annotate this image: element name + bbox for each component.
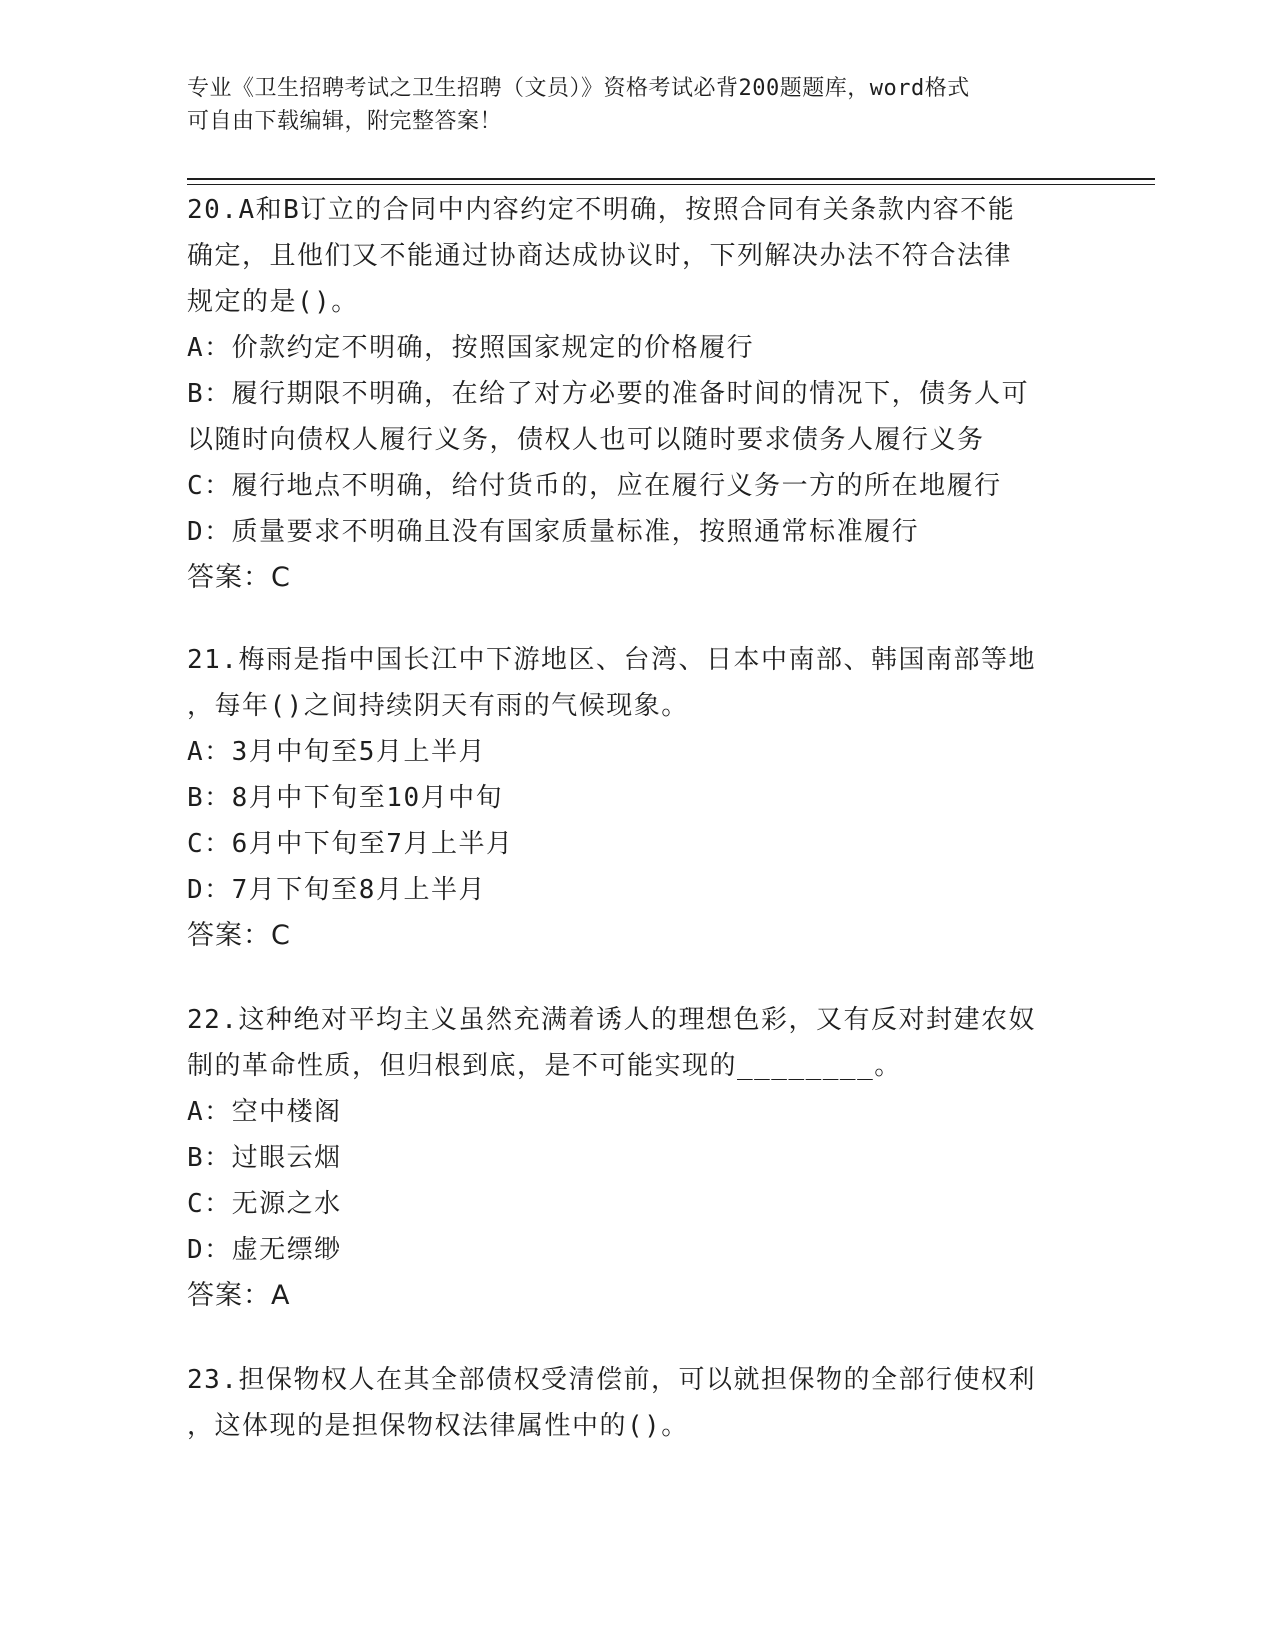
option-b: B：履行期限不明确，在给了对方必要的准备时间的情况下，债务人可 <box>187 379 1030 409</box>
question-20 <box>187 187 1087 601</box>
question-stem-line: 22.这种绝对平均主义虽然充满着诱人的理想色彩，又有反对封建农奴 <box>187 1005 1036 1035</box>
question-stem-line: ，每年()之间持续阴天有雨的气候现象。 <box>187 691 689 721</box>
option-a: A：空中楼阁 <box>187 1097 342 1127</box>
question-stem-line: ，这体现的是担保物权法律属性中的()。 <box>187 1411 689 1441</box>
answer-line: 答案：A <box>187 1280 291 1311</box>
option-d: D：虚无缥缈 <box>187 1235 342 1265</box>
question-21 <box>187 637 1087 959</box>
header-line-2: 可自由下载编辑，附完整答案！ <box>187 109 503 134</box>
option-a: A：价款约定不明确，按照国家规定的价格履行 <box>187 333 755 363</box>
option-c: C：无源之水 <box>187 1189 342 1219</box>
header-line-1: 专业《卫生招聘考试之卫生招聘（文员）》资格考试必背200题题库，word格式 <box>187 76 970 101</box>
option-b: B：8月中下旬至10月中旬 <box>187 783 504 813</box>
option-a: A：3月中旬至5月上半月 <box>187 737 486 767</box>
answer-line: 答案：C <box>187 562 291 593</box>
question-23 <box>187 1357 1087 1449</box>
option-b: B：过眼云烟 <box>187 1143 342 1173</box>
question-stem-line: 20.A和B订立的合同中内容约定不明确，按照合同有关条款内容不能 <box>187 195 1016 225</box>
header-divider-thin <box>187 184 1155 185</box>
question-stem-line: 23.担保物权人在其全部债权受清偿前，可以就担保物的全部行使权利 <box>187 1365 1036 1395</box>
question-stem-line: 21.梅雨是指中国长江中下游地区、台湾、日本中南部、韩国南部等地 <box>187 645 1036 675</box>
option-c: C：履行地点不明确，给付货币的，应在履行义务一方的所在地履行 <box>187 471 1002 501</box>
question-22 <box>187 997 1087 1319</box>
question-stem-line: 规定的是()。 <box>187 287 359 317</box>
option-c: C：6月中下旬至7月上半月 <box>187 829 514 859</box>
option-b-continued: 以随时向债权人履行义务，债权人也可以随时要求债务人履行义务 <box>187 425 985 455</box>
question-stem-line: 制的革命性质，但归根到底，是不可能实现的________。 <box>187 1051 902 1081</box>
document-header <box>187 72 1067 138</box>
header-divider-thick <box>187 178 1155 180</box>
option-d: D：7月下旬至8月上半月 <box>187 875 486 905</box>
answer-line: 答案：C <box>187 920 291 951</box>
option-d: D：质量要求不明确且没有国家质量标准，按照通常标准履行 <box>187 517 920 547</box>
question-stem-line: 确定，且他们又不能通过协商达成协议时，下列解决办法不符合法律 <box>187 241 1013 271</box>
